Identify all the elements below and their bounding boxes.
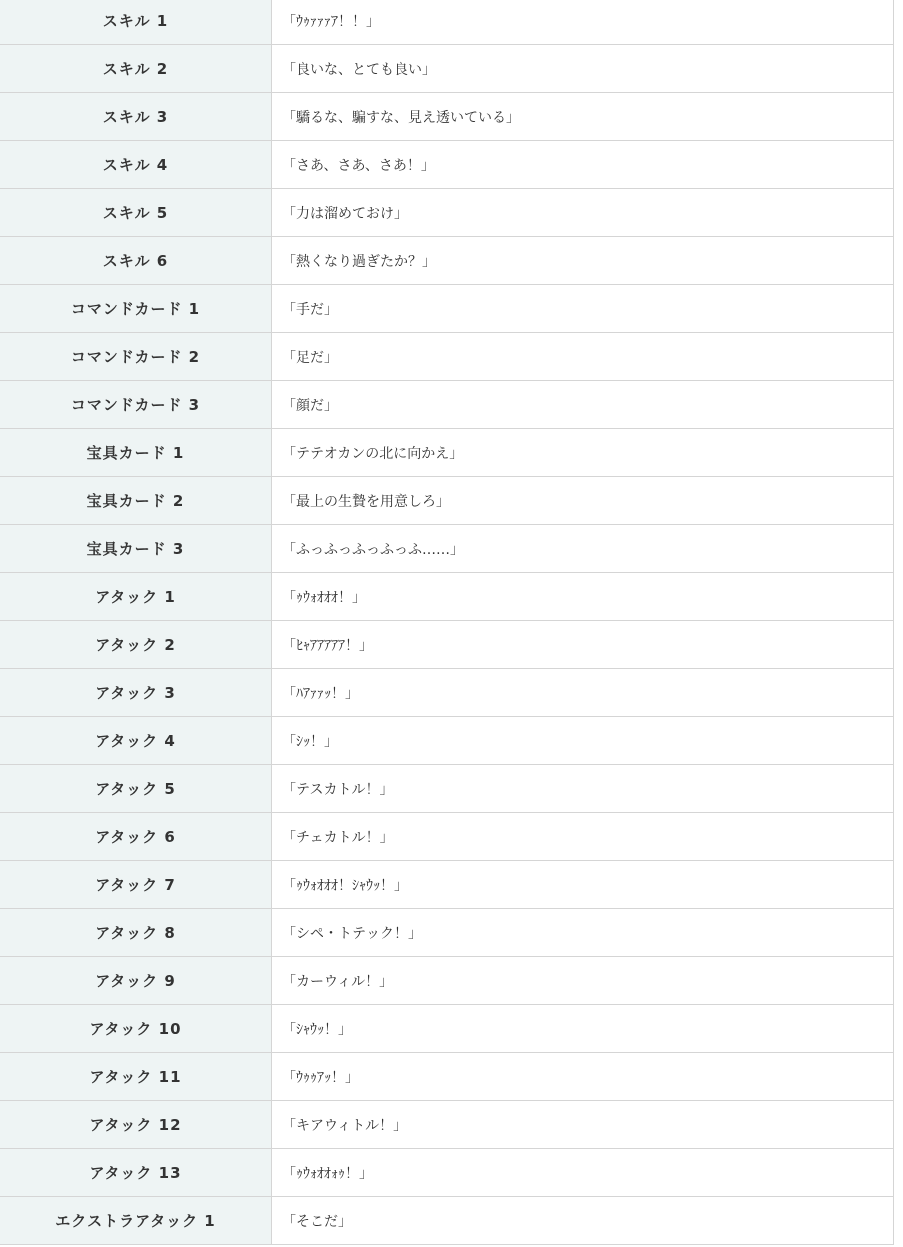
row-line: 「ｼｯ！」	[272, 717, 894, 765]
row-label: アタック 5	[0, 765, 272, 813]
table-row	[0, 189, 894, 237]
row-line: 「テスカトル！」	[272, 765, 894, 813]
row-label: スキル 1	[0, 0, 272, 45]
table-row	[0, 237, 894, 285]
row-label: 宝具カード 1	[0, 429, 272, 477]
row-line: 「驕るな、騙すな、見え透いている」	[272, 93, 894, 141]
row-line: 「熱くなり過ぎたか？」	[272, 237, 894, 285]
row-label: アタック 13	[0, 1149, 272, 1197]
row-label: アタック 3	[0, 669, 272, 717]
row-line: 「テテオカンの北に向かえ」	[272, 429, 894, 477]
table-row	[0, 333, 894, 381]
row-line: 「手だ」	[272, 285, 894, 333]
table-row	[0, 0, 894, 45]
row-line: 「キアウィトル！」	[272, 1101, 894, 1149]
table-row	[0, 1197, 894, 1245]
table-row	[0, 93, 894, 141]
row-line: 「そこだ」	[272, 1197, 894, 1245]
table-row	[0, 861, 894, 909]
table-row	[0, 1005, 894, 1053]
row-line: 「ｳｩｩｱｯ！」	[272, 1053, 894, 1101]
row-label: アタック 12	[0, 1101, 272, 1149]
table-row	[0, 525, 894, 573]
row-label: 宝具カード 3	[0, 525, 272, 573]
table-row	[0, 717, 894, 765]
row-label: スキル 2	[0, 45, 272, 93]
row-line: 「ﾊｱｧｧｯ！」	[272, 669, 894, 717]
table-row	[0, 1053, 894, 1101]
row-line: 「足だ」	[272, 333, 894, 381]
row-label: アタック 6	[0, 813, 272, 861]
row-label: アタック 1	[0, 573, 272, 621]
row-label: アタック 9	[0, 957, 272, 1005]
table-row	[0, 573, 894, 621]
table-row	[0, 477, 894, 525]
row-line: 「シペ・トテック！」	[272, 909, 894, 957]
table-row	[0, 429, 894, 477]
row-label: アタック 10	[0, 1005, 272, 1053]
row-line: 「顔だ」	[272, 381, 894, 429]
row-line: 「ﾋｬｱｱｱｱｱ！」	[272, 621, 894, 669]
row-label: コマンドカード 2	[0, 333, 272, 381]
row-label: コマンドカード 1	[0, 285, 272, 333]
table-row	[0, 621, 894, 669]
table-row	[0, 1149, 894, 1197]
row-label: スキル 3	[0, 93, 272, 141]
table-row	[0, 285, 894, 333]
row-label: エクストラアタック 1	[0, 1197, 272, 1245]
row-line: 「ｩｳｫｵｵｫｩ！」	[272, 1149, 894, 1197]
row-label: アタック 7	[0, 861, 272, 909]
table-row	[0, 957, 894, 1005]
row-label: アタック 2	[0, 621, 272, 669]
row-label: スキル 5	[0, 189, 272, 237]
row-line: 「ｩｳｫｵｵｵ！」	[272, 573, 894, 621]
row-label: 宝具カード 2	[0, 477, 272, 525]
row-line: 「チェカトル！」	[272, 813, 894, 861]
row-label: アタック 4	[0, 717, 272, 765]
table-row	[0, 45, 894, 93]
table-row	[0, 765, 894, 813]
table-row	[0, 909, 894, 957]
row-line: 「最上の生贄を用意しろ」	[272, 477, 894, 525]
row-line: 「カーウィル！」	[272, 957, 894, 1005]
row-line: 「ｳｩｧｧｧｱ！！」	[272, 0, 894, 45]
row-line: 「良いな、とても良い」	[272, 45, 894, 93]
row-label: スキル 6	[0, 237, 272, 285]
table-row	[0, 1101, 894, 1149]
row-line: 「ｩｳｫｵｵｵ！ｼｬｳｯ！」	[272, 861, 894, 909]
row-label: スキル 4	[0, 141, 272, 189]
row-label: アタック 8	[0, 909, 272, 957]
table-row	[0, 381, 894, 429]
table-row	[0, 813, 894, 861]
table-row	[0, 669, 894, 717]
row-line: 「ｼｬｳｯ！」	[272, 1005, 894, 1053]
row-label: アタック 11	[0, 1053, 272, 1101]
row-line: 「ふっふっふっふっふ……」	[272, 525, 894, 573]
row-line: 「さあ、さあ、さあ！」	[272, 141, 894, 189]
table-row	[0, 141, 894, 189]
row-label: コマンドカード 3	[0, 381, 272, 429]
row-line: 「力は溜めておけ」	[272, 189, 894, 237]
